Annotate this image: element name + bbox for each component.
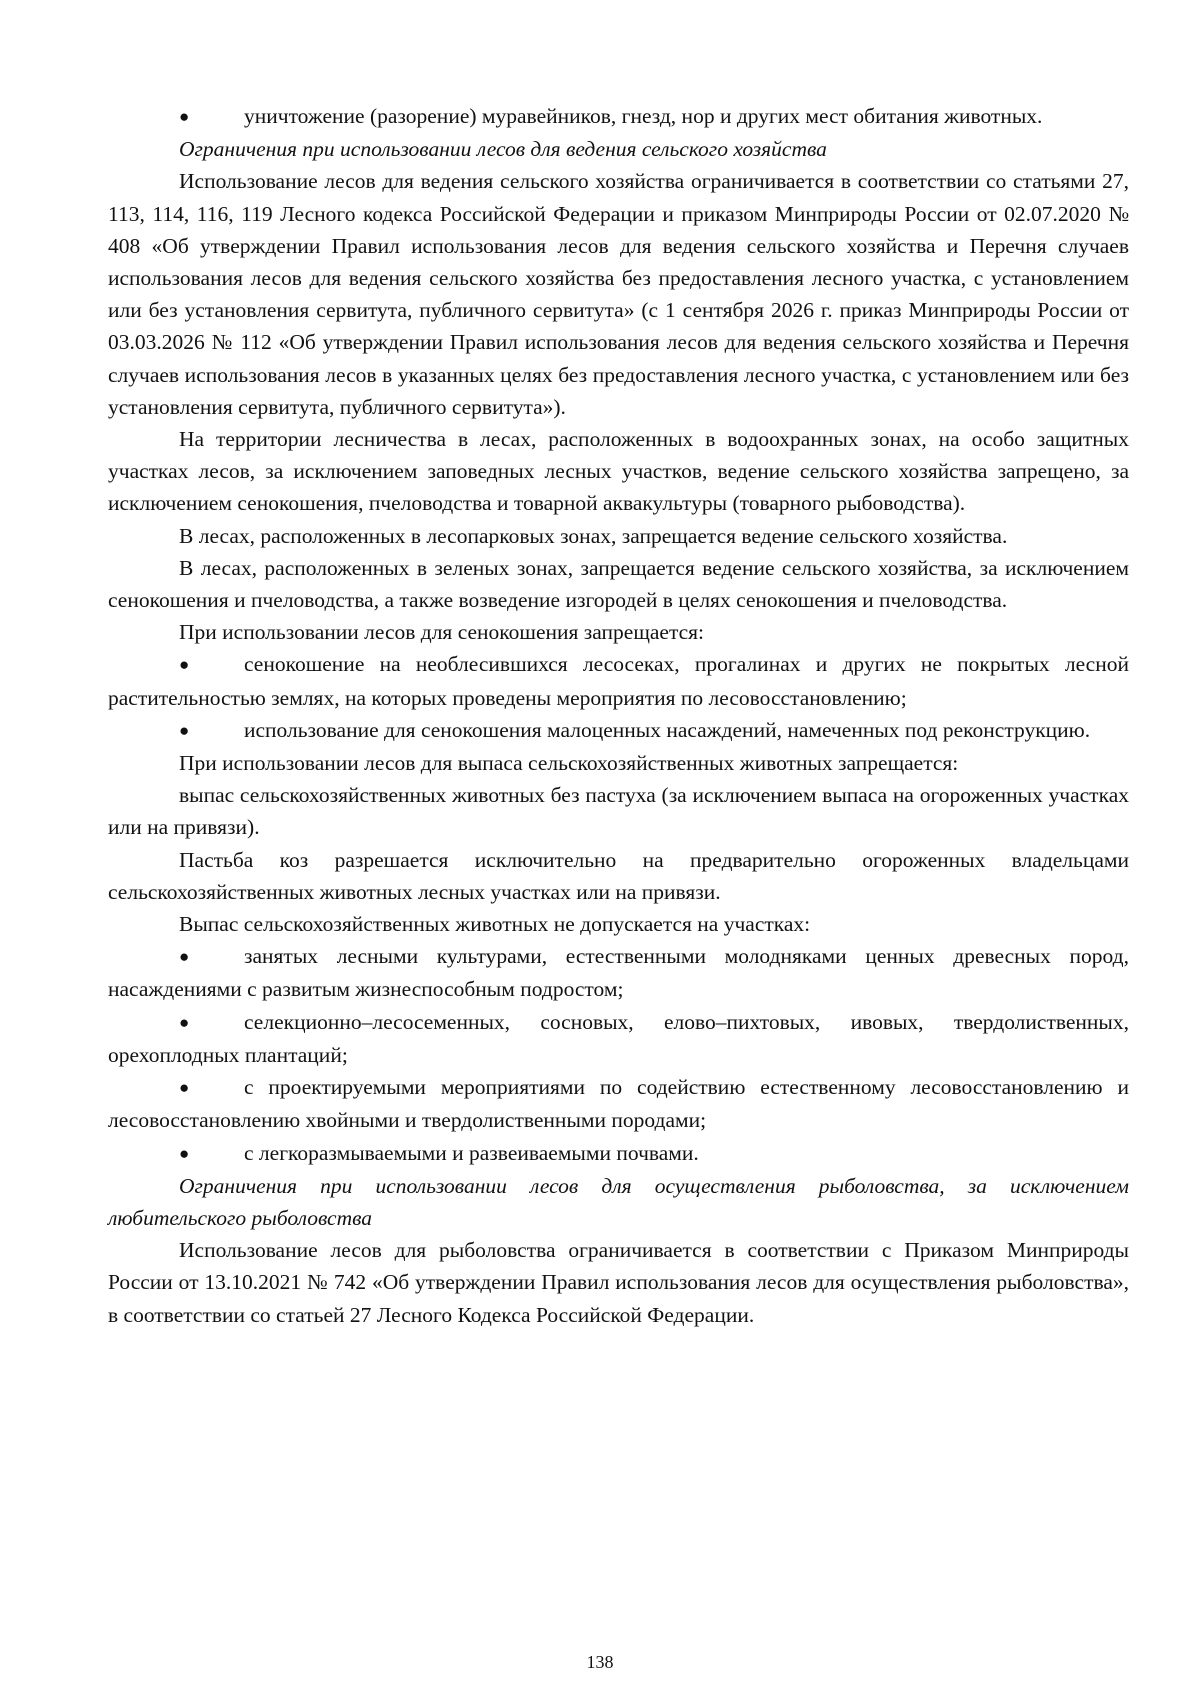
bullet-icon: ● [179,1012,190,1032]
bullet-icon: ● [179,1143,190,1163]
bullet-item [108,1006,1129,1071]
paragraph: В лесах, расположенных в лесопарковых зонах, запрещается ведение сельского хозяйства. [179,523,1008,548]
paragraph: Использование лесов для рыболовства ограничивается в соответствии с Приказом Минприроды России от 13.10.2021 № 742 «Об утверждении Правил использования лесов для осуществления рыболовства», в соответствии со статьей 27 Лесного Кодекса Российской Федерации. [108,1238,1129,1327]
paragraph: выпас сельскохозяйственных животных без пастуха (за исключением выпаса на огороженных участках или на привязи). [108,783,1129,840]
bullet-item [108,714,1129,747]
bullet-text: с легкоразмываемыми и развеиваемыми почвами. [244,1140,699,1165]
paragraph: На территории лесничества в лесах, расположенных в водоохранных зонах, на особо защитных участках лесов, за исключением заповедных лесных участков, ведение сельского хозяйства запрещено, за исключением сенокошения, пчеловодства и товарной аквакультуры (товарного рыбоводства). [108,427,1129,516]
paragraph: Выпас сельскохозяйственных животных не допускается на участках: [179,912,811,937]
bullet-text: с проектируемыми мероприятиями по содействию естественному лесовосстановлению и лесовосстановлению хвойными и твердолиственными породами; [108,1075,1129,1133]
bullet-icon: ● [179,1078,190,1098]
bullet-item [108,1071,1129,1136]
paragraph: При использовании лесов для сенокошения запрещается: [179,620,705,645]
section-heading: Ограничения при использовании лесов для осуществления рыболовства, за исключением любительского рыболовства [108,1173,1129,1230]
paragraph: Использование лесов для ведения сельского хозяйства ограничивается в соответствии со статьями 27, 113, 114, 116, 119 Лесного кодекса Российской Федерации и приказом Минприроды России от 02.07.2020 № 408 «Об утверждении Правил использования лесов для ведения сельского хозяйства и Перечня случаев использования лесов для ведения сельского хозяйства без предоставления лесного участка, с установлением или без установления сервитута, публичного сервитута» (с 1 сентября 2026 г. приказ Минприроды России от 03.03.2026 № 112 «Об утверждении Правил использования лесов для ведения сельского хозяйства и Перечня случаев использования лесов в указанных целях без предоставления лесного участка, с установлением или без установления сервитута, публичного сервитута»). [108,169,1129,419]
bullet-text: занятых лесными культурами, естественными молодняками ценных древесных пород, насаждениями с развитым жизнеспособным подростом; [108,944,1129,1002]
bullet-item [108,1137,1129,1170]
bullet-text: использование для сенокошения малоценных насаждений, намеченных под реконструкцию. [244,717,1091,742]
bullet-icon: ● [179,720,190,740]
bullet-text: сенокошение на необлесившихся лесосеках, прогалинах и других не покрытых лесной растительностью землях, на которых проведены мероприятия по лесовосстановлению; [108,652,1129,710]
bullet-item [108,648,1129,713]
paragraph: Пастьба коз разрешается исключительно на предварительно огороженных владельцами сельскохозяйственных животных лесных участках или на привязи. [108,847,1129,904]
bullet-icon: ● [179,655,190,675]
bullet-text: уничтожение (разорение) муравейников, гнезд, нор и других мест обитания животных. [244,104,1043,128]
paragraph: При использовании лесов для выпаса сельскохозяйственных животных запрещается: [179,751,959,776]
bullet-text: селекционно–лесосеменных, сосновых, елово–пихтовых, ивовых, твердолиственных, орехоплодных плантаций; [108,1009,1129,1067]
bullet-item [108,100,1129,133]
bullet-icon: ● [179,947,190,967]
paragraph: В лесах, расположенных в зеленых зонах, запрещается ведение сельского хозяйства, за исключением сенокошения и пчеловодства, а также возведение изгородей в целях сенокошения и пчеловодства. [108,555,1129,613]
page-number: 138 [586,1652,614,1672]
section-heading: Ограничения при использовании лесов для ведения сельского хозяйства [179,137,827,162]
bullet-item [108,940,1129,1005]
bullet-icon: ● [179,107,190,126]
document-body [108,100,1129,1331]
